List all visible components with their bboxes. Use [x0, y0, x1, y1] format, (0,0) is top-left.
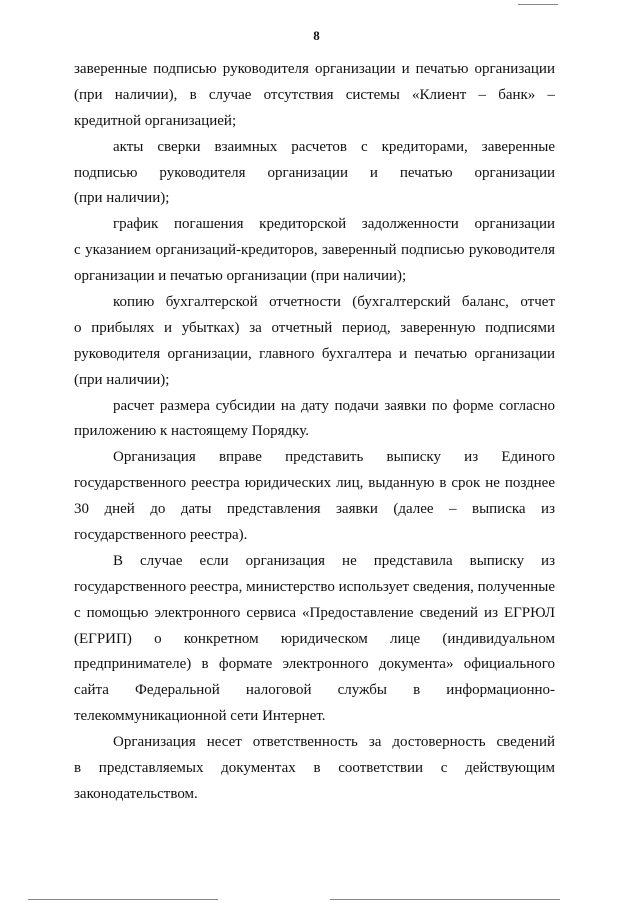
- text-line: (при наличии);: [74, 190, 170, 207]
- text-line: Организация вправе представить выписку из Единого: [113, 449, 555, 466]
- scan-mark-top: [518, 4, 558, 5]
- text-line: в представляемых документах в соответствии с действующим: [74, 760, 555, 777]
- text-line: государственного реестра).: [74, 527, 248, 544]
- text-line: приложению к настоящему Порядку.: [74, 423, 309, 440]
- text-line: о прибылях и убытках) за отчетный период, заверенную подписями: [74, 319, 555, 336]
- scan-mark-bottom-left: [28, 899, 218, 900]
- text-line: В случае если организация не представила выписку из: [113, 552, 555, 569]
- text-line: 30 дней до даты представления заявки (далее – выписка из: [74, 501, 555, 518]
- text-line: акты сверки взаимных расчетов с кредиторами, заверенные: [113, 138, 555, 155]
- text-line: (ЕГРИП) о конкретном юридическом лице (индивидуальном: [74, 630, 555, 647]
- text-line: сайта Федеральной налоговой службы в информационно-: [74, 682, 555, 699]
- text-line: заверенные подписью руководителя организации и печатью организации: [74, 61, 555, 77]
- text-line: предпринимателе) в формате электронного документа» официального: [74, 656, 555, 673]
- scan-mark-bottom-right: [330, 899, 560, 900]
- text-line: государственного реестра юридических лиц, выданную в срок не позднее: [74, 475, 555, 492]
- text-line: с помощью электронного сервиса «Предоставление сведений из ЕГРЮЛ: [74, 604, 555, 621]
- text-line: расчет размера субсидии на дату подачи заявки по форме согласно: [113, 397, 555, 414]
- text-line: (при наличии), в случае отсутствия системы «Клиент – банк» –: [74, 86, 555, 103]
- text-line: (при наличии);: [74, 371, 170, 388]
- text-line: кредитной организацией;: [74, 112, 237, 129]
- text-line: государственного реестра, министерство использует сведения, полученные: [74, 578, 555, 595]
- text-line: график погашения кредиторской задолженности организации: [113, 216, 555, 233]
- text-line: телекоммуникационной сети Интернет.: [74, 708, 326, 725]
- text-line: копию бухгалтерской отчетности (бухгалтерский баланс, отчет: [113, 294, 555, 311]
- text-line: Организация несет ответственность за достоверность сведений: [113, 734, 555, 751]
- text-line: руководителя организации, главного бухгалтера и печатью организации: [74, 345, 555, 362]
- document-body: [74, 57, 555, 808]
- text-line: организации и печатью организации (при наличии);: [74, 268, 407, 285]
- text-line: с указанием организаций-кредиторов, заверенный подписью руководителя: [74, 242, 555, 259]
- text-line: подписью руководителя организации и печатью организации: [74, 164, 555, 181]
- page-number: 8: [313, 28, 320, 43]
- text-line: законодательством.: [74, 785, 198, 802]
